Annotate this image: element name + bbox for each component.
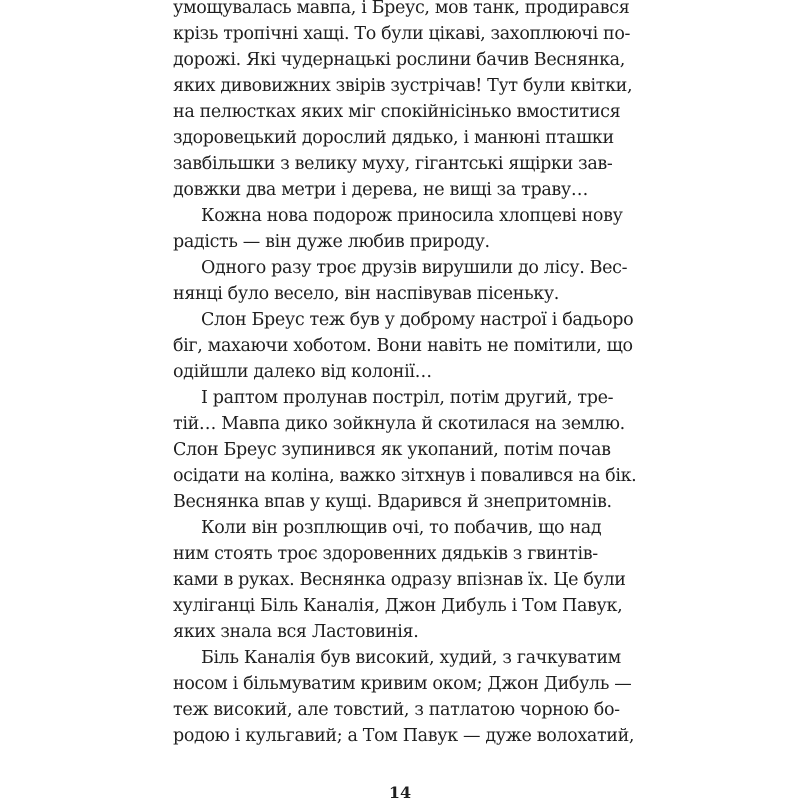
page-number: 14 — [388, 783, 412, 802]
text-line: осідати на коліна, важко зітхнув і повалився на бік. — [173, 466, 637, 486]
text-line: довжки два метри і дерева, не вищі за траву… — [173, 180, 589, 200]
text-line: родою і кульгавий; а Том Павук — дуже волохатий, — [173, 726, 635, 746]
text-line: ним стоять троє здоровенних дядьків з гвинтів- — [173, 544, 598, 564]
text-line: Веснянка впав у кущі. Вдарився й знепритомнів. — [173, 492, 612, 512]
text-line: крізь тропічні хащі. То були цікаві, захоплюючі по- — [173, 24, 631, 44]
paragraph-first-line: Одного разу троє друзів вирушили до лісу. Вес- — [201, 258, 628, 278]
text-line: ками в руках. Веснянка одразу впізнав їх. Це були — [173, 570, 626, 590]
text-line: нянці було весело, він наспівував пісеньку. — [173, 284, 560, 304]
paragraph-first-line: І раптом пролунав постріл, потім другий, тре- — [201, 388, 614, 408]
paragraph-first-line: Кожна нова подорож приносила хлопцеві нову — [201, 206, 623, 226]
text-line: здоровецький дорослий дядько, і манюні пташки — [173, 128, 614, 148]
text-line: радість — він дуже любив природу. — [173, 232, 490, 252]
text-line: завбільшки з велику муху, гігантські ящірки зав- — [173, 154, 613, 174]
text-line: яких знала вся Ластовинія. — [173, 622, 419, 642]
paragraph-first-line: Слон Бреус теж був у доброму настрої і бадьоро — [201, 310, 634, 330]
text-line: хуліганці Біль Каналія, Джон Дибуль і Том Павук, — [173, 596, 623, 616]
text-line: умощувалась мавпа, і Бреус, мов танк, продирався — [173, 0, 630, 18]
paragraph-first-line: Біль Каналія був високий, худий, з гачкуватим — [201, 648, 621, 668]
text-line: одійшли далеко від колонії… — [173, 362, 432, 382]
paragraph-first-line: Коли він розплющив очі, то побачив, що над — [201, 518, 602, 538]
text-line: тій… Мавпа дико зойкнула й скотилася на землю. — [173, 414, 625, 434]
text-line: теж високий, але товстий, з патлатою чорною бо- — [173, 700, 620, 720]
text-line: дорожі. Які чудернацькі рослини бачив Веснянка, — [173, 50, 625, 70]
text-line: носом і більмуватим кривим оком; Джон Дибуль — — [173, 674, 632, 694]
text-line: біг, махаючи хоботом. Вони навіть не помітили, що — [173, 336, 633, 356]
text-line: яких дивовижних звірів зустрічав! Тут були квітки, — [173, 76, 633, 96]
text-line: Слон Бреус зупинився як укопаний, потім почав — [173, 440, 611, 460]
text-line: на пелюстках яких міг спокійнісінько вмоститися — [173, 102, 621, 122]
